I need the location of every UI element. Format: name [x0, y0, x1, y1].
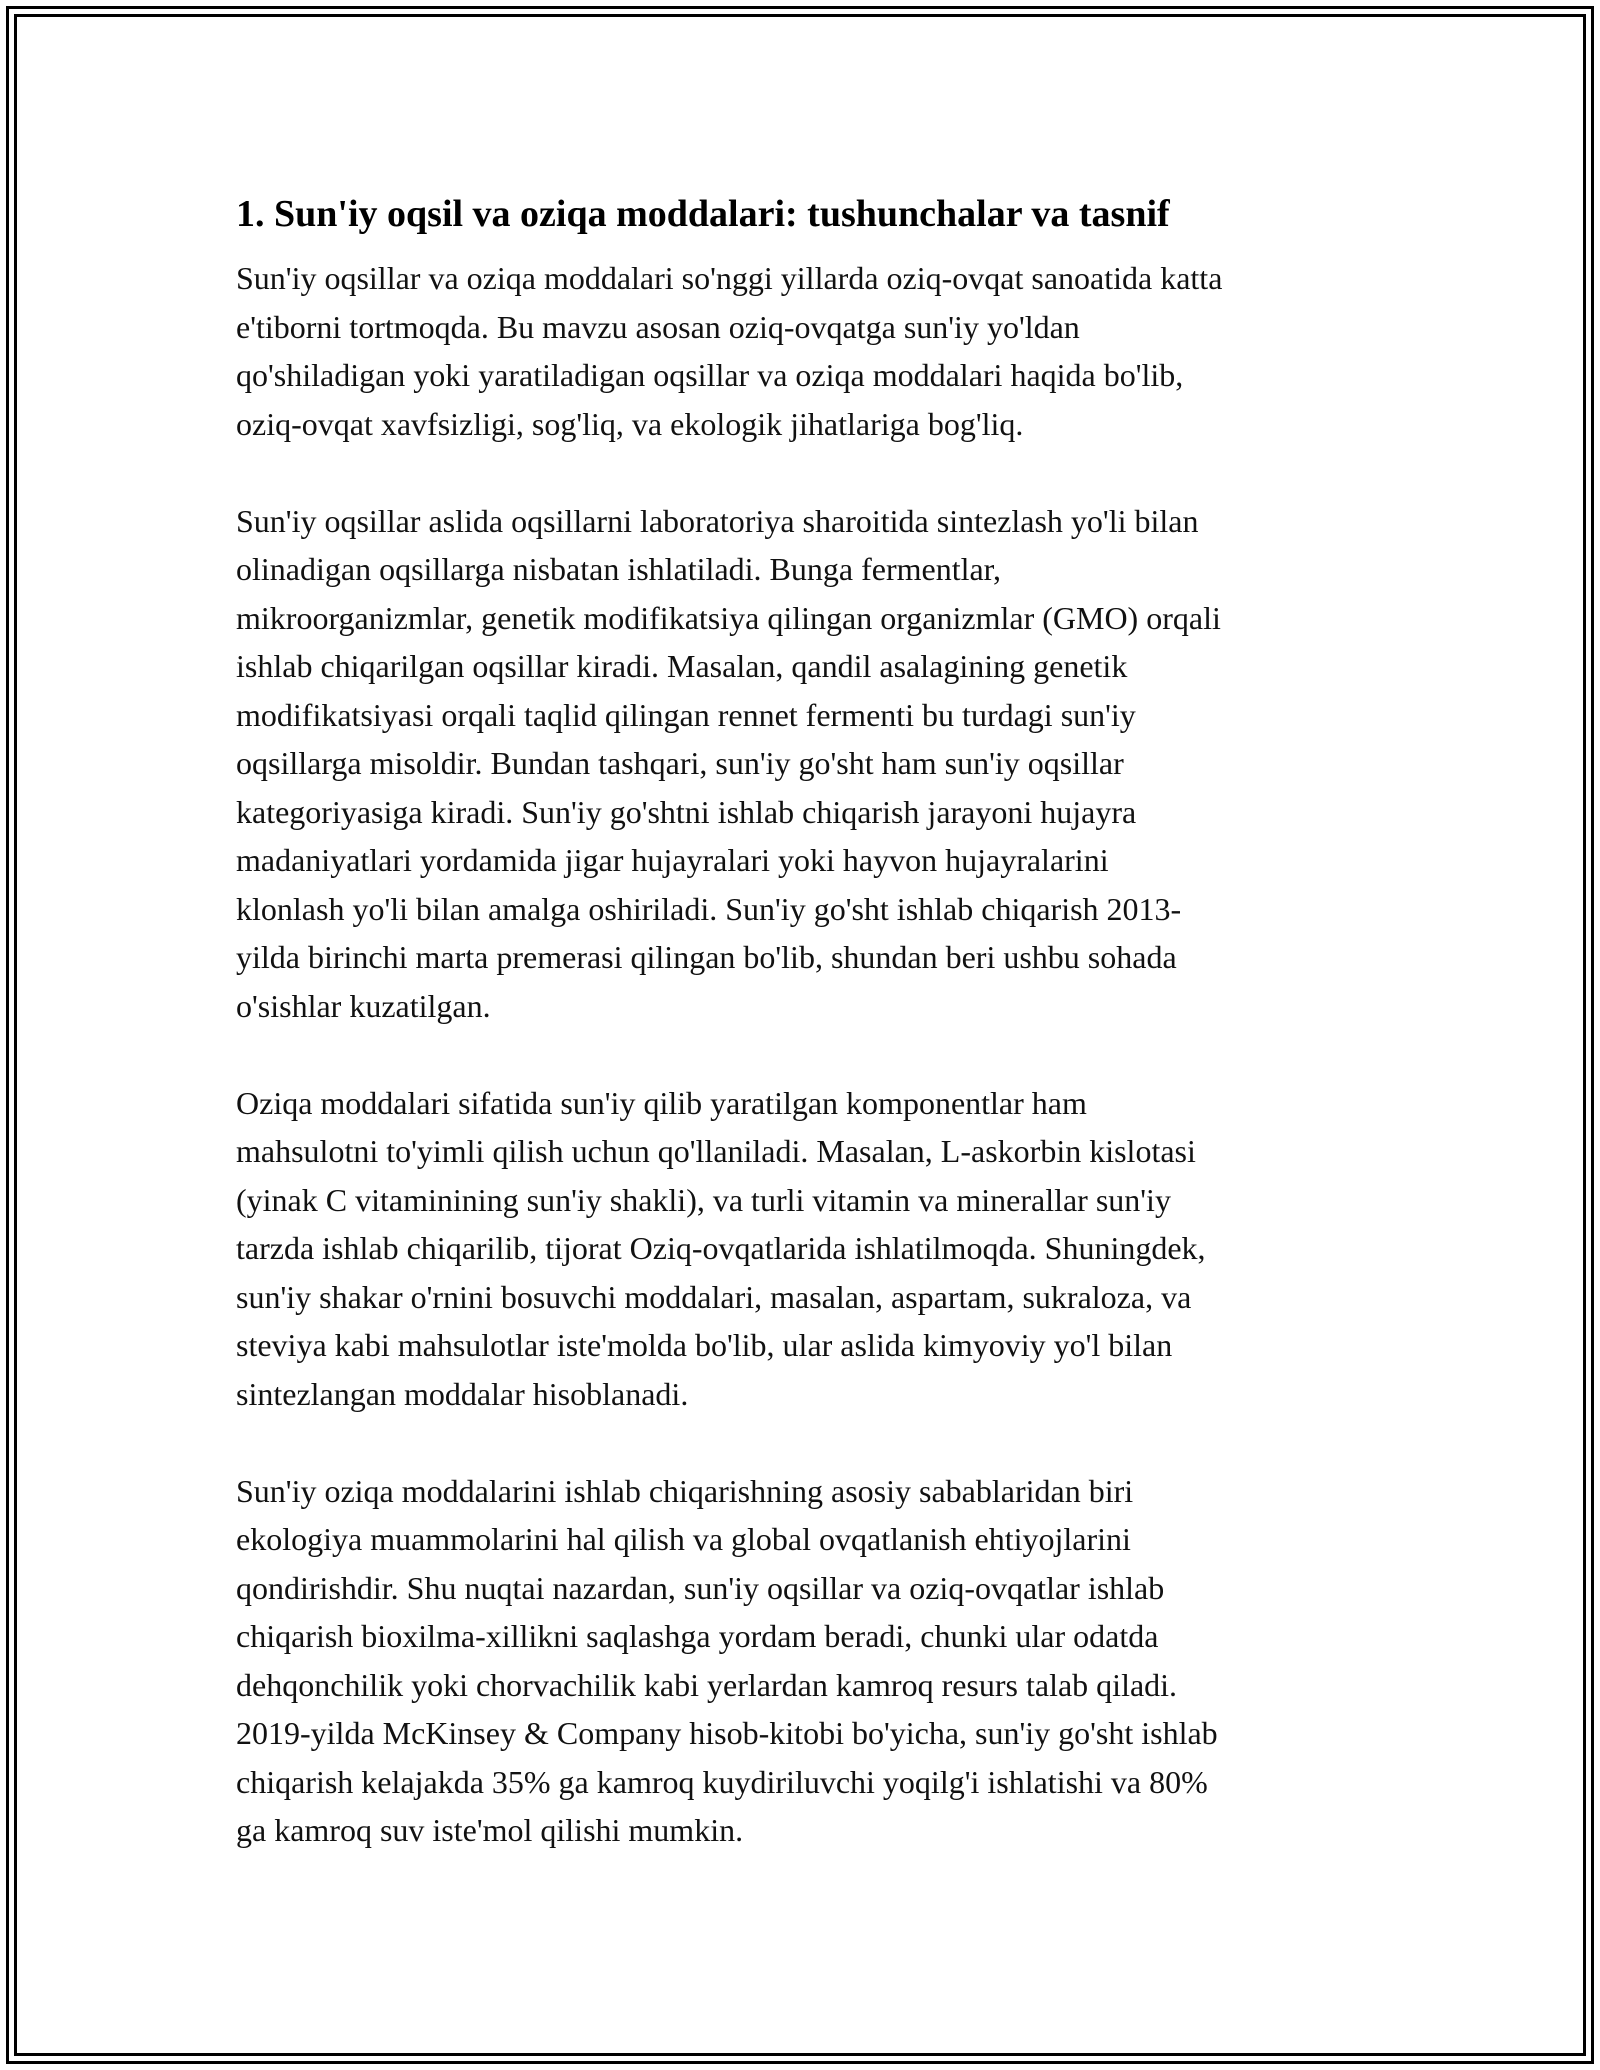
text-line: klonlash yo'li bilan amalga oshiriladi. Sun'iy go'sht ishlab chiqarish 2013- — [236, 890, 1182, 927]
text-line: mikroorganizmlar, genetik modifikatsiya qilingan organizmlar (GMO) orqali — [236, 599, 1221, 636]
text-line: chiqarish bioxilma-xillikni saqlashga yordam beradi, chunki ular odatda — [236, 1618, 1159, 1654]
text-line: oqsillarga misoldir. Bundan tashqari, sun'iy go'sht ham sun'iy oqsillar — [236, 745, 1124, 781]
text-line: yilda birinchi marta premerasi qilingan bo'lib, shundan beri ushbu sohada — [236, 939, 1177, 975]
text-line: olinadigan oqsillarga nisbatan ishlatiladi. Bunga fermentlar, — [236, 551, 1002, 587]
text-line: Oziqa moddalari sifatida sun'iy qilib yaratilgan komponentlar ham — [236, 1084, 1087, 1121]
text-line: sintezlangan moddalar hisoblanadi. — [236, 1375, 689, 1412]
document-body — [236, 186, 1376, 1903]
text-line: 2019-yilda McKinsey & Company hisob-kitobi bo'yicha, sun'iy go'sht ishlab — [236, 1715, 1218, 1751]
text-line: e'tiborni tortmoqda. Bu mavzu asosan oziq-ovqatga sun'iy yo'ldan — [236, 308, 1080, 345]
text-line: Sun'iy oqsillar aslida oqsillarni laboratoriya sharoitida sintezlash yo'li bilan — [236, 502, 1199, 539]
section-heading: 1. Sun'iy oqsil va oziqa moddalari: tushunchalar va tasnif — [236, 193, 1170, 235]
text-line: ga kamroq suv iste'mol qilishi mumkin. — [236, 1812, 744, 1848]
text-line: tarzda ishlab chiqarilib, tijorat Oziq-ovqatlarida ishlatilmoqda. Shuningdek, — [236, 1230, 1206, 1266]
text-line: Sun'iy oziqa moddalarini ishlab chiqarishning asosiy sabablaridan biri — [236, 1472, 1134, 1509]
text-line: sun'iy shakar o'rnini bosuvchi moddalari, masalan, aspartam, sukraloza, va — [236, 1278, 1192, 1315]
text-line: kategoriyasiga kiradi. Sun'iy go'shtni ishlab chiqarish jarayoni hujayra — [236, 793, 1137, 830]
text-line: ishlab chiqarilgan oqsillar kiradi. Masalan, qandil asalagining genetik — [236, 648, 1128, 684]
text-line: steviya kabi mahsulotlar iste'molda bo'lib, ular aslida kimyoviy yo'l bilan — [236, 1327, 1173, 1363]
paragraph-2 — [236, 497, 1376, 1031]
text-line: Sun'iy oqsillar va oziqa moddalari so'nggi yillarda oziq-ovqat sanoatida katta — [236, 260, 1223, 296]
text-line: ekologiya muammolarini hal qilish va global ovqatlanish ehtiyojlarini — [236, 1521, 1131, 1557]
text-line: qondirishdir. Shu nuqtai nazardan, sun'iy oqsillar va oziq-ovqatlar ishlab — [236, 1569, 1165, 1606]
text-line: o'sishlar kuzatilgan. — [236, 987, 491, 1024]
text-line: modifikatsiyasi orqali taqlid qilingan rennet fermenti bu turdagi sun'iy — [236, 696, 1136, 733]
text-line: (yinak C vitaminining sun'iy shakli), va turli vitamin va minerallar sun'iy — [236, 1181, 1171, 1218]
paragraph-3 — [236, 1079, 1376, 1419]
text-line: mahsulotni to'yimli qilish uchun qo'llaniladi. Masalan, L-askorbin kislotasi — [236, 1133, 1196, 1169]
text-line: chiqarish kelajakda 35% ga kamroq kuydiriluvchi yoqilg'i ishlatishi va 80% — [236, 1763, 1208, 1800]
paragraph-1 — [236, 254, 1376, 448]
text-line: qo'shiladigan yoki yaratiladigan oqsillar va oziqa moddalari haqida bo'lib, — [236, 357, 1184, 393]
text-line: madaniyatlari yordamida jigar hujayralari yoki hayvon hujayralarini — [236, 842, 1109, 878]
text-line: oziq-ovqat xavfsizligi, sog'liq, va ekologik jihatlariga bog'liq. — [236, 405, 1024, 442]
text-line: dehqonchilik yoki chorvachilik kabi yerlardan kamroq resurs talab qiladi. — [236, 1666, 1178, 1703]
paragraph-4 — [236, 1467, 1376, 1855]
